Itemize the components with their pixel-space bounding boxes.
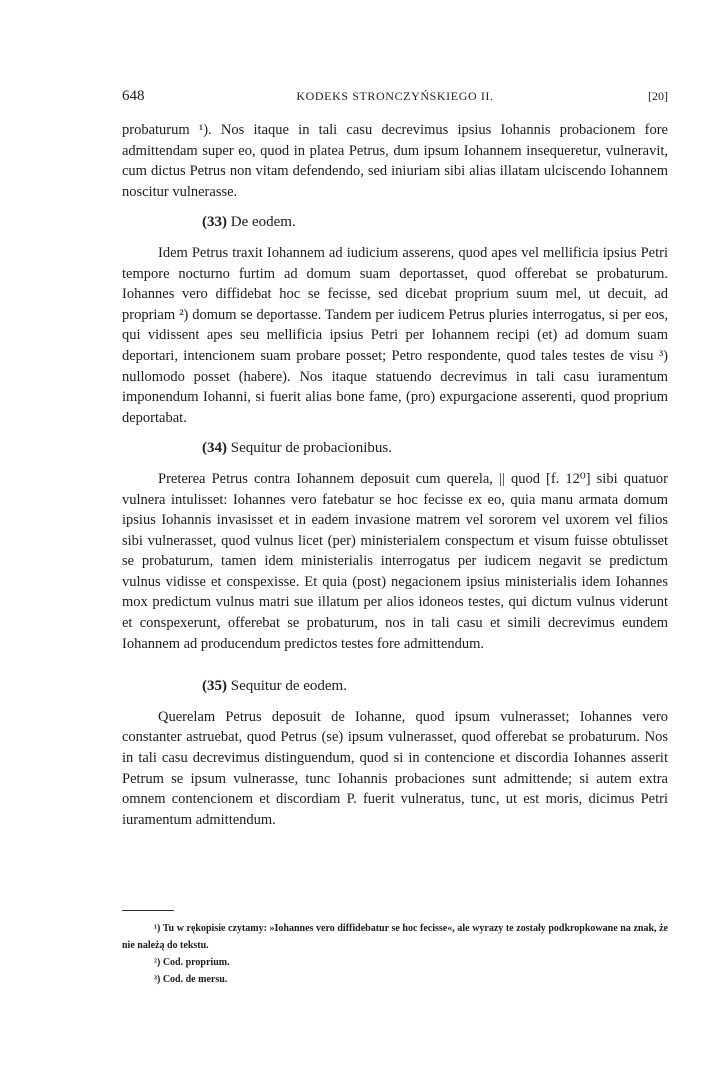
- paragraph-2: Idem Petrus traxit Iohannem ad iudicium asserens, quod apes vel mellificia ipsius Petri tempore nocturno furtim ad domum suam deportasset, quod offerebat se probaturum. Iohannes vero diffidebat hoc se fecisse, sed dicebat proprium suum mel, ut decuit, ad propriam ²) domum se deportasse. Tandem per iudicem Petrus pluries interrogatus, si per eos, qui vidissent apes seu mellificia ipsius Petri per Iohannem recipi (et) ad domum suam deportari, intencionem suam probare posset; Petro respondente, quod tales testes de visu ³) nullomodo posset (habere). Nos itaque statuendo decrevimus in tali casu iuramentum imponendum Iohanni, si fuerit alias bone fame, (pro) expurgacione asserenti, quod proprium deportabat.: [122, 244, 668, 426]
- section-title: De eodem.: [230, 214, 296, 231]
- footnote-2: ²) Cod. proprium.: [154, 957, 230, 968]
- paragraph-1: probaturum ¹). Nos itaque in tali casu decrevimus ipsius Iohannis probacionem fore admittendam super eo, quod in platea Petrus, dum ipsum Iohannem insequeretur, vulneravit, cum dictus Petrus non vitam defendendo, sed iniuriam sibi alias illatam ulciscendo Iohannem noscitur vulnerasse.: [122, 122, 668, 200]
- footnote-3: ³) Cod. de mersu.: [154, 974, 228, 985]
- paragraph-3: Preterea Petrus contra Iohannem deposuit cum querela, || quod [f. 12⁰] sibi quatuor vulnera intulisset: Iohannes vero fatebatur se hoc fecisse ex eo, quia manu armata domum ipsius Iohannis invasisset et in eadem invasione matrem vel sororem vel uxorem vel filios sibi vulnerasset, quod vulnus licet (per) ministerialem conspectum et visum fuisse obtulisset se probaturum, tamen idem ministerialis interrogatus per iudicem negavit se predictum vulnus vidisse et conspexisse. Et quia (post) negacionem ipsius ministerialis idem Iohannes mox predictum vulnus matri sue illatum per alios idoneos testes, qui dictum vulnus viderunt et conspexerunt, offerebat se probaturum, nos in tali casu et simili decrevimus eundem Iohannem ad producendum predictos testes fore admittendum.: [122, 470, 668, 652]
- page-number: 648: [122, 88, 145, 104]
- main-text: [122, 120, 668, 830]
- section-number: (33): [202, 214, 227, 231]
- section-heading-35: [122, 676, 668, 697]
- footnote-rule: [122, 910, 174, 911]
- footnotes: [122, 920, 668, 988]
- paragraph-4: Querelam Petrus deposuit de Iohanne, quod ipsum vulnerasset; Iohannes vero constanter astruebat, quod Petrus (se) ipsum vulnerasset, quod offerebat se probaturum. Nos in tali casu decrevimus distinguendum, quod si in contencione et discordia Iohannes asserit Petrum se ipsum vulnerasse, tunc Iohannis probaciones sunt admittende; si autem extra omnem contencionem et discordiam P. fuerit vulneratus, tunc, ut est moris, dicimus Petri iuramentum admittendum.: [122, 708, 668, 828]
- section-number: (34): [202, 440, 227, 457]
- section-title: Sequitur de eodem.: [230, 678, 347, 695]
- section-heading-33: [122, 212, 668, 233]
- running-header: [122, 88, 668, 108]
- section-number: (35): [202, 678, 227, 695]
- footnote-1: ¹) Tu w rękopisie czytamy: »Iohannes vero diffidebatur se hoc fecisse«, ale wyrazy te zostały podkropkowane na znak, że nie należą do tekstu.: [122, 923, 668, 951]
- section-heading-34: [122, 438, 668, 459]
- folio-reference: [20]: [648, 89, 668, 103]
- section-title: Sequitur de probacionibus.: [230, 440, 392, 457]
- running-title: KODEKS STRONCZYŃSKIEGO II.: [296, 89, 494, 103]
